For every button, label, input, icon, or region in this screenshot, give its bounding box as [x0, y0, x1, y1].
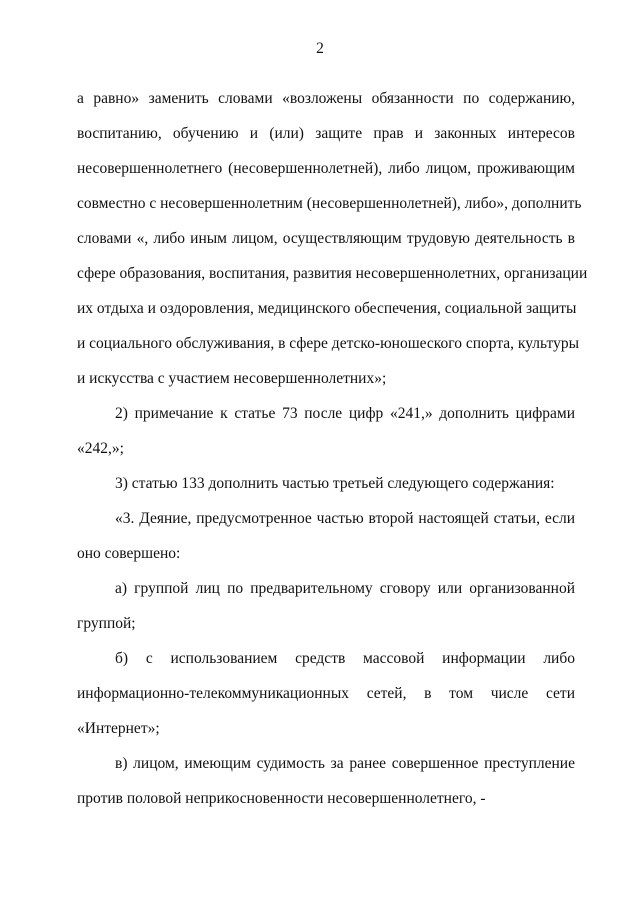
text-line: группой;	[77, 615, 136, 632]
text-line: несовершеннолетнего (несовершеннолетней), либо лицом, проживающим	[77, 160, 575, 177]
text-line: против половой неприкосновенности несовершеннолетнего, -	[77, 790, 486, 807]
text-line: 2) примечание к статье 73 после цифр «241,» дополнить цифрами	[115, 405, 575, 422]
text-line: «3. Деяние, предусмотренное частью второй настоящей статьи, если	[115, 510, 575, 527]
text-line: их отдыха и оздоровления, медицинского обеспечения, социальной защиты	[77, 300, 577, 317]
text-line: «Интернет»;	[77, 720, 160, 737]
text-line: б) с использованием средств массовой информации либо	[115, 650, 575, 667]
text-line: а равно» заменить словами «возложены обязанности по содержанию,	[77, 90, 575, 107]
text-line: 3) статью 133 дополнить частью третьей следующего содержания:	[115, 475, 555, 492]
text-line: в) лицом, имеющим судимость за ранее совершенное преступление	[115, 755, 575, 772]
text-line: оно совершено:	[77, 545, 181, 562]
text-line: словами «, либо иным лицом, осуществляющим трудовую деятельность в	[77, 230, 575, 247]
text-line: и социального обслуживания, в сфере детско-юношеского спорта, культуры	[77, 335, 580, 352]
text-line: сфере образования, воспитания, развития несовершеннолетних, организации	[77, 265, 588, 282]
text-line: информационно-телекоммуникационных сетей, в том числе сети	[77, 685, 575, 702]
page-number: 2	[316, 40, 324, 57]
text-line: совместно с несовершеннолетним (несовершеннолетней), либо», дополнить	[77, 195, 582, 212]
text-line: и искусства с участием несовершеннолетних»;	[77, 370, 387, 387]
text-line: а) группой лиц по предварительному сговору или организованной	[115, 580, 575, 597]
text-line: воспитанию, обучению и (или) защите прав и законных интересов	[77, 125, 575, 142]
text-line: «242,»;	[77, 440, 124, 457]
